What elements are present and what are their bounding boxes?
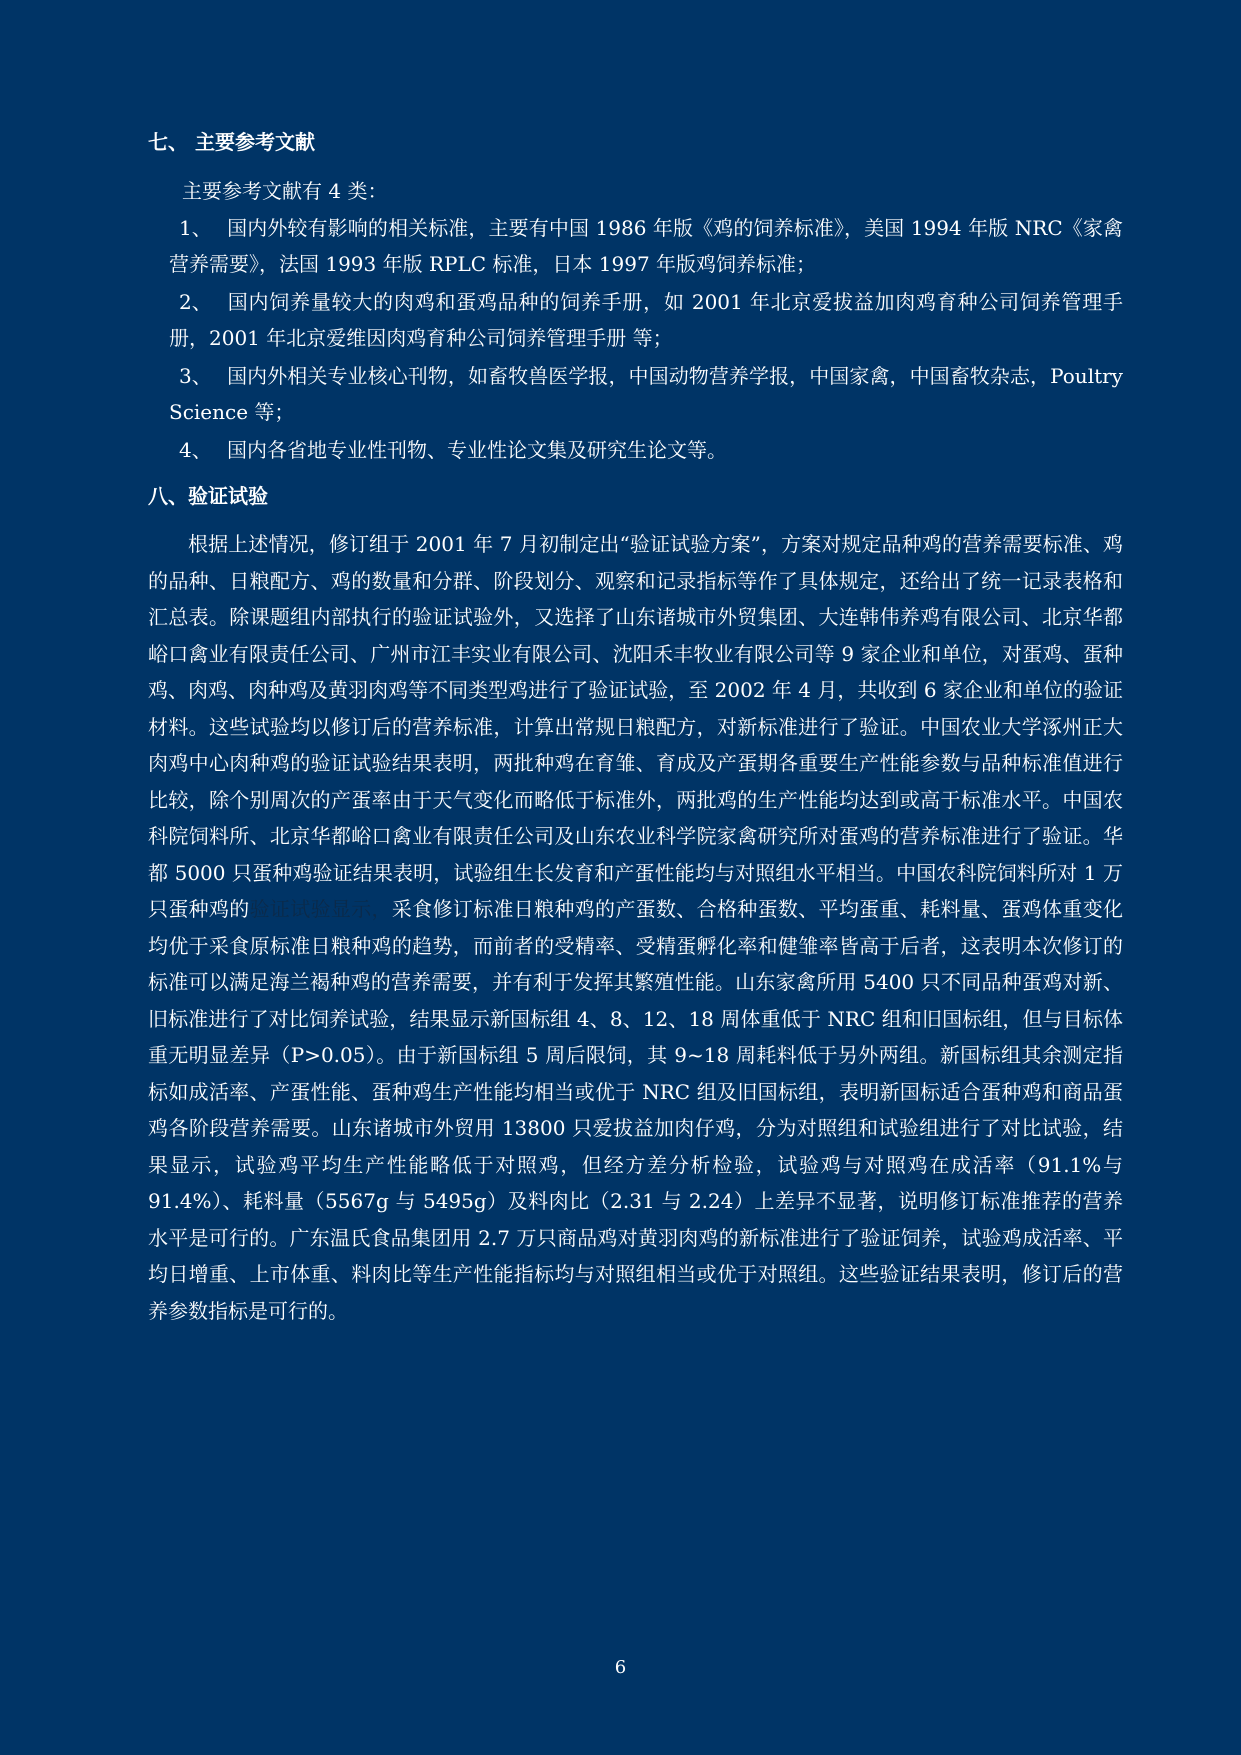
reference-item-3	[148, 358, 1123, 430]
reference-number: 3、	[179, 364, 212, 388]
document-page	[148, 124, 1123, 1329]
reference-text: 国内外较有影响的相关标准，主要有中国 1986 年版《鸡的饲养标准》，美国 1994 年版 NRC《家禽营养需要》，法国 1993 年版 RPLC 标准，日本 1997 年版鸡饲养标准；	[169, 216, 1123, 276]
references-intro: 主要参考文献有 4 类：	[182, 179, 388, 203]
references-list	[148, 210, 1123, 468]
reference-number: 4、	[179, 438, 212, 462]
reference-number: 1、	[179, 216, 212, 240]
section-7-heading: 七、 主要参考文献	[148, 130, 315, 154]
reference-item-4	[148, 432, 1123, 468]
reference-text: 国内各省地专业性刊物、专业性论文集及研究生论文等。	[227, 438, 727, 462]
paragraph-text-before: 根据上述情况，修订组于 2001 年 7 月初制定出“验证试验方案”，方案对规定品种鸡的营养需要标准、鸡的品种、日粮配方、鸡的数量和分群、阶段划分、观察和记录指标等作了具体规定，还给出了统一记录表格和汇总表。除课题组内部执行的验证试验外，又选择了山东诸城市外贸集团、大连韩伟养鸡有限公司、北京华都峪口禽业有限责任公司、广州市江丰实业有限公司、沈阳禾丰牧业有限公司等 9 家企业和单位，对蛋鸡、蛋种鸡、肉鸡、肉种鸡及黄羽肉鸡等不同类型鸡进行了验证试验，至 2002 年 4 月，共收到 6 家企业和单位的验证材料。这些试验均以修订后的营养标准，计算出常规日粮配方，对新标准进行了验证。中国农业大学涿州正大肉鸡中心肉种鸡的验证试验结果表明，两批种鸡在育雏、育成及产蛋期各重要生产性能参数与品种标准值进行比较，除个别周次的产蛋率由于天气变化而略低于标准外，两批鸡的生产性能均达到或高于标准水平。中国农科院饲料所、北京华都峪口禽业有限责任公司及山东农业科学院家禽研究所对蛋鸡的营养标准进行了验证。华都 5000 只蛋种鸡验证结果表明，试验组生长发育和产蛋性能均与对照组水平相当。中国农科院饲料所对 1 万只蛋种鸡的	[148, 532, 1123, 921]
validation-paragraph	[148, 526, 1123, 1329]
page-number: 6	[614, 1657, 627, 1678]
paragraph-text-after: 采食修订标准日粮种鸡的产蛋数、合格种蛋数、平均蛋重、耗料量、蛋鸡体重变化均优于采食原标准日粮种鸡的趋势，而前者的受精率、受精蛋孵化率和健雏率皆高于后者，这表明本次修订的标准可以满足海兰褐种鸡的营养需要，并有利于发挥其繁殖性能。山东家禽所用 5400 只不同品种蛋鸡对新、旧标准进行了对比饲养试验，结果显示新国标组 4、8、12、18 周体重低于 NRC 组和旧国标组，但与目标体重无明显差异（P>0.05）。由于新国标组 5 周后限饲，其 9~18 周耗料低于另外两组。新国标组其余测定指标如成活率、产蛋性能、蛋种鸡生产性能均相当或优于 NRC 组及旧国标组，表明新国标适合蛋种鸡和商品蛋鸡各阶段营养需要。山东诸城市外贸用 13800 只爱拔益加肉仔鸡，分为对照组和试验组进行了对比试验，结果显示，试验鸡平均生产性能略低于对照鸡，但经方差分析检验，试验鸡与对照鸡在成活率（91.1%与 91.4%）、耗料量（5567g 与 5495g）及料肉比（2.31 与 2.24）上差异不显著，说明修订标准推荐的营养水平是可行的。广东温氏食品集团用 2.7 万只商品鸡对黄羽肉鸡的新标准进行了验证饲养，试验鸡成活率、平均日增重、上市体重、料肉比等生产性能指标均与对照组相当或优于对照组。这些验证结果表明，修订后的营养参数指标是可行的。	[148, 897, 1124, 1323]
reference-item-1	[148, 210, 1123, 282]
reference-number: 2、	[179, 290, 212, 314]
reference-text: 国内饲养量较大的肉鸡和蛋鸡品种的饲养手册，如 2001 年北京爱拔益加肉鸡育种公司饲养管理手册，2001 年北京爱维因肉鸡育种公司饲养管理手册 等；	[169, 290, 1123, 350]
reference-item-2	[148, 284, 1123, 356]
highlighted-text: 验证试验显示，	[249, 897, 392, 921]
section-8-heading: 八、验证试验	[148, 484, 268, 508]
reference-text: 国内外相关专业核心刊物，如畜牧兽医学报，中国动物营养学报，中国家禽，中国畜牧杂志，Poultry Science 等；	[169, 364, 1123, 424]
